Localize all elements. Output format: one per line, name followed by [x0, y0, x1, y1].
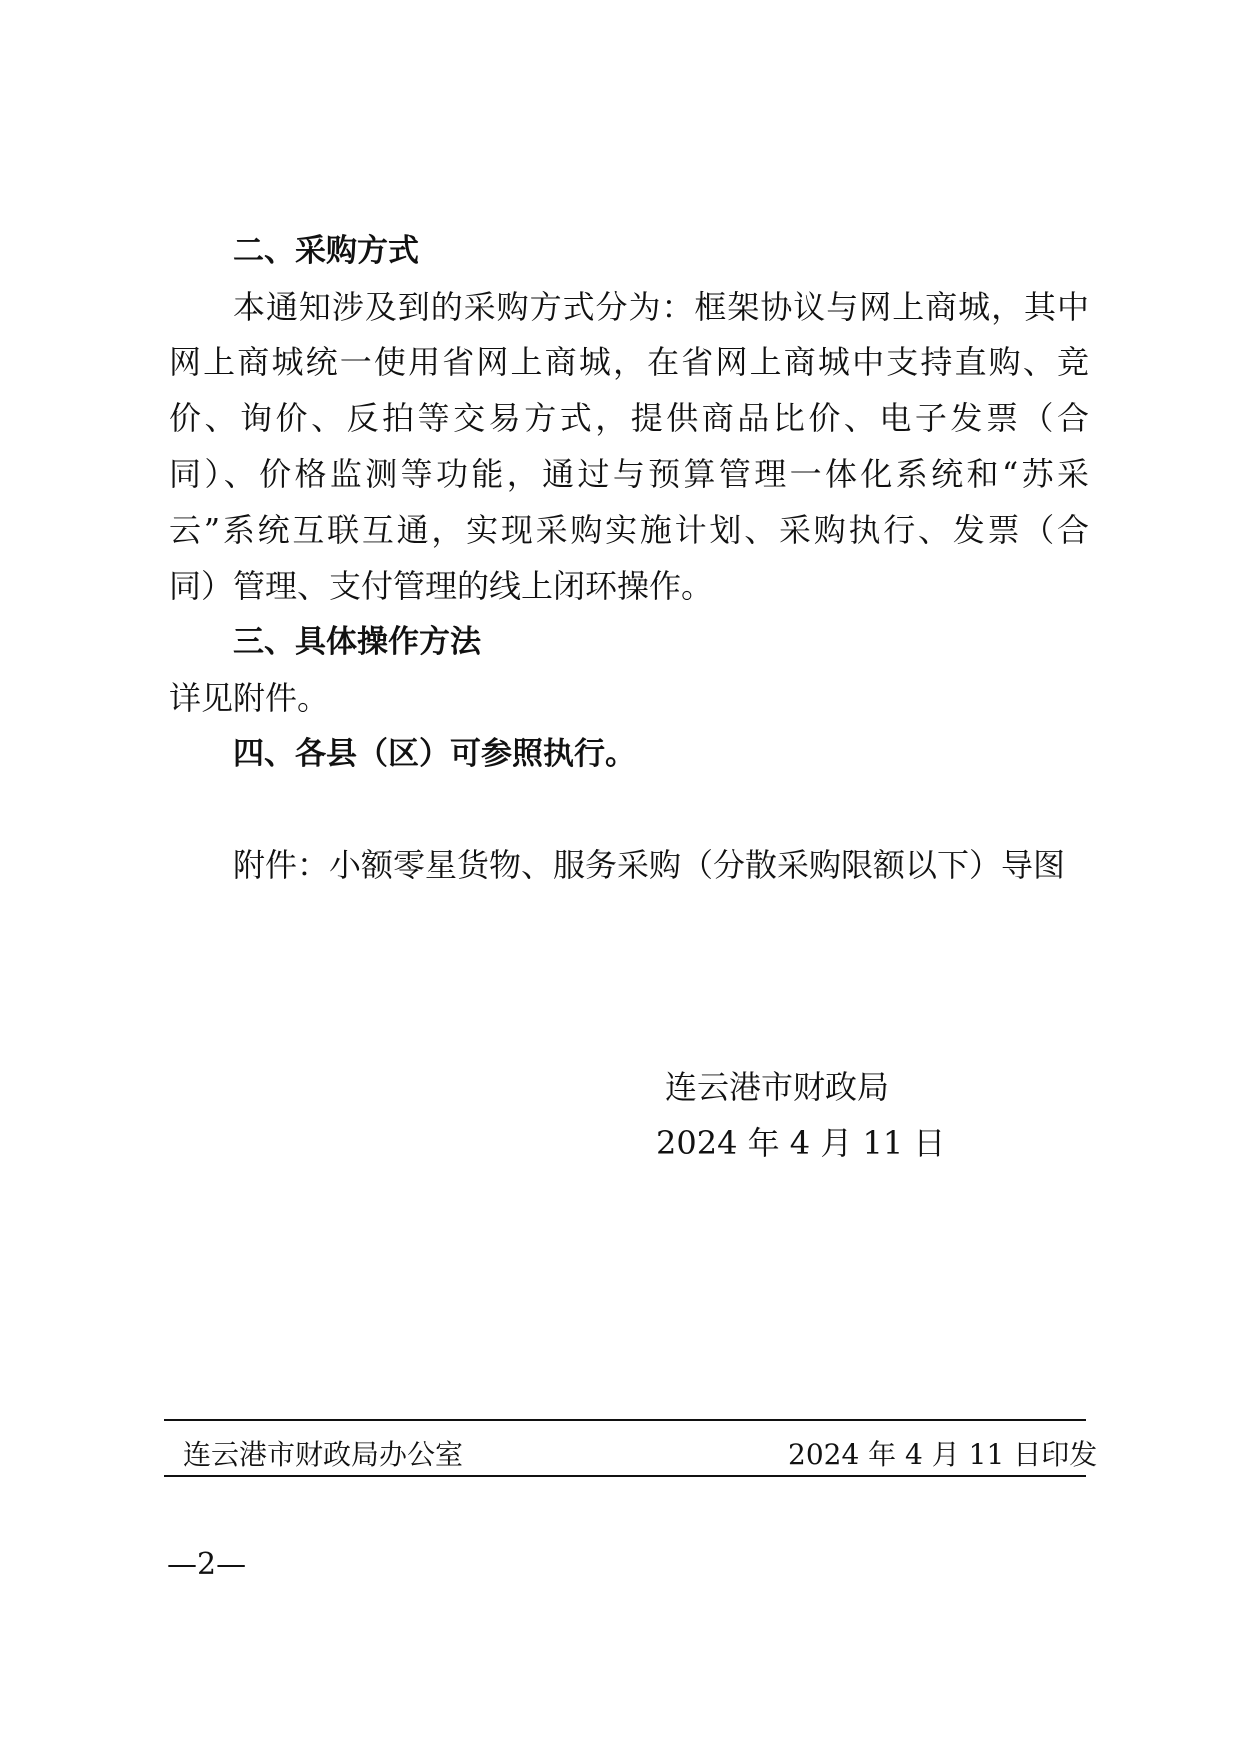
signature-organization: 连云港市财政局 — [665, 1068, 890, 1106]
section-2-paragraph-line-4: 同）、价格监测等功能，通过与预算管理一体化系统和“苏采 — [169, 455, 1089, 493]
signature-date: 2024 年 4 月 11 日 — [656, 1124, 946, 1162]
section-2-paragraph-line-2: 网上商城统一使用省网上商城，在省网上商城中支持直购、竞 — [169, 343, 1089, 381]
section-4-heading: 四、各县（区）可参照执行。 — [233, 736, 636, 772]
section-3-heading: 三、具体操作方法 — [233, 624, 481, 660]
footer-top-rule — [164, 1419, 1086, 1421]
section-3-body: 详见附件。 — [169, 679, 330, 717]
footer-print-date: 2024 年 4 月 11 日印发 — [788, 1438, 1098, 1471]
section-2-paragraph-line-3: 价、询价、反拍等交易方式，提供商品比价、电子发票（合 — [169, 399, 1089, 437]
section-2-heading: 二、采购方式 — [233, 233, 419, 269]
attachment-line: 附件：小额零星货物、服务采购（分散采购限额以下）导图 — [233, 846, 1066, 884]
footer-bottom-rule — [164, 1475, 1086, 1477]
footer-issuer: 连云港市财政局办公室 — [183, 1438, 464, 1471]
section-2-paragraph-line-6: 同）管理、支付管理的线上闭环操作。 — [169, 567, 714, 605]
page-number: —2— — [167, 1547, 247, 1582]
section-2-paragraph-line-1: 本通知涉及到的采购方式分为：框架协议与网上商城，其中 — [233, 288, 1089, 326]
section-2-paragraph-line-5: 云”系统互联互通，实现采购实施计划、采购执行、发票（合 — [169, 511, 1089, 549]
